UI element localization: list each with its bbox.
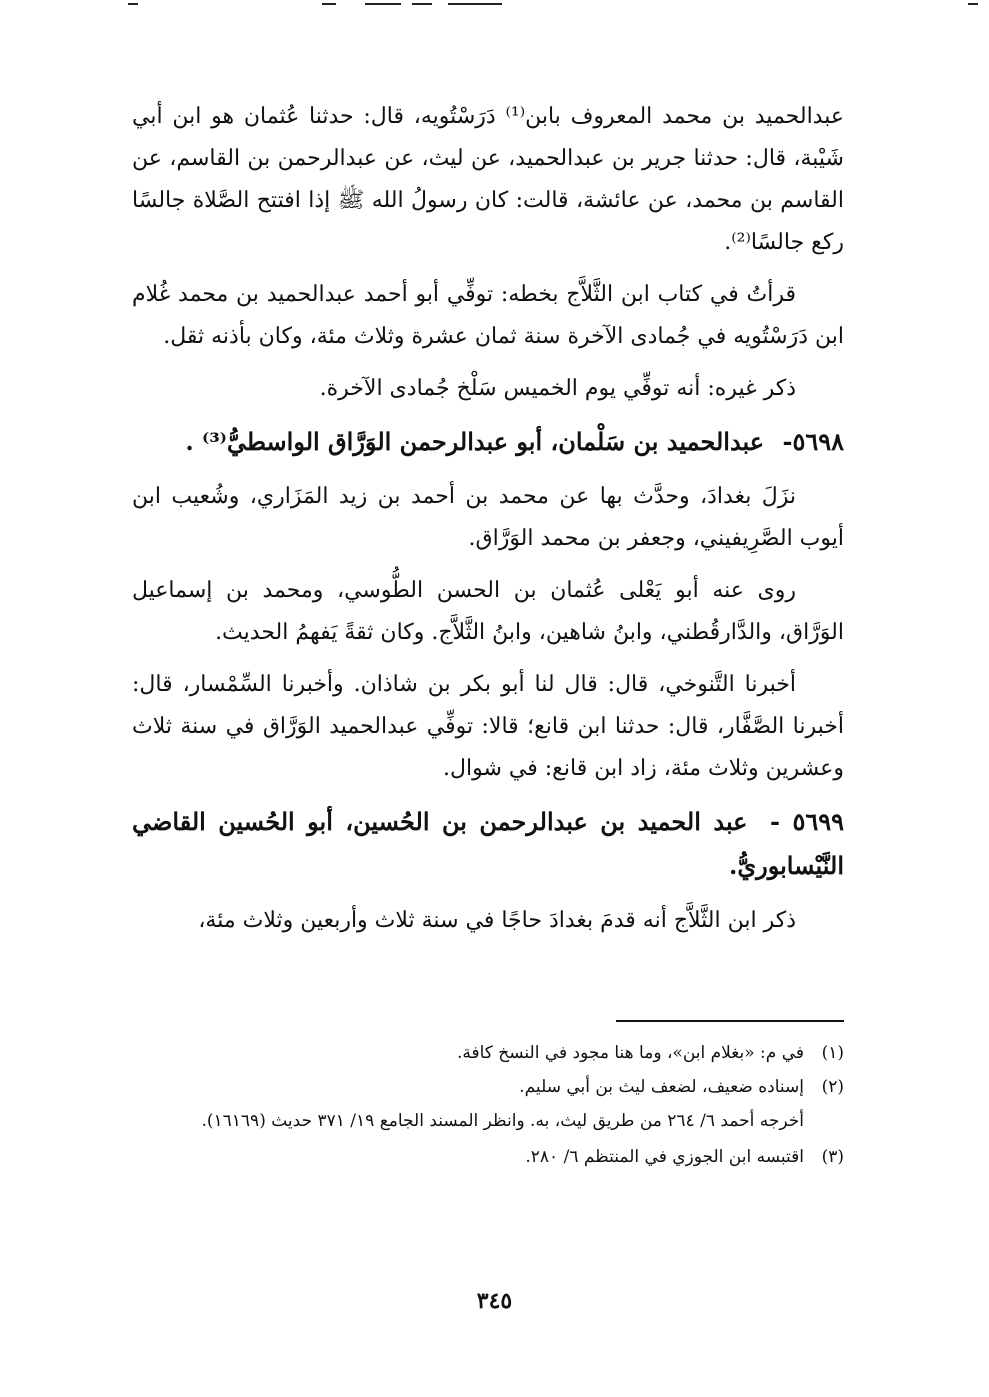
footnote-text: أخرجه أحمد ٦/ ٢٦٤ من طريق ليث، به. وانظر المسند الجامع ١٩/ ٣٧١ حديث (١٦١٦٩). bbox=[201, 1111, 804, 1131]
footnote-text: اقتبسه ابن الجوزي في المنتظم ٦/ ٢٨٠. bbox=[525, 1147, 804, 1167]
entry-number: ٥٦٩٨- bbox=[782, 427, 844, 456]
footnotes bbox=[132, 1038, 844, 1176]
entry-title: عبد الحميد بن عبدالرحمن بن الحُسين، أبو الحُسين القاضي النَّيْسابوريُّ. bbox=[132, 807, 844, 880]
main-text bbox=[132, 96, 844, 952]
top-scan-marks bbox=[0, 0, 989, 12]
entry-number: ٥٦٩٩ - bbox=[770, 807, 844, 836]
paragraph-death-note: قرأتُ في كتاب ابن الثَّلاَّج بخطه: توفِّي أبو أحمد عبدالحميد بن محمد غُلام ابن دَرَسْتُويه في جُمادى الآخرة سنة ثمان عشرة وثلاث مئة، وكان بأذنه ثقل. bbox=[132, 282, 844, 349]
paragraph-narrators: روى عنه أبو يَعْلى عُثمان بن الحسن الطُّوسي، ومحمد بن إسماعيل الوَرَّاق، والدَّارقُطني، وابنُ شاهين، وابنُ الثَّلاَّج. وكان ثقةً يَفهمُ الحديث. bbox=[132, 578, 844, 645]
footnote-number: (٣) bbox=[821, 1147, 844, 1167]
page-number: ٣٤٥ bbox=[476, 1288, 513, 1314]
footnote-text: في م: «بغلام ابن»، وما هنا مجود في النسخ كافة. bbox=[456, 1043, 804, 1063]
footnote-text: إسناده ضعيف، لضعف ليث بن أبي سليم. bbox=[519, 1077, 804, 1097]
footnote bbox=[132, 1072, 844, 1102]
footnote bbox=[132, 1038, 844, 1068]
paragraph-isnad: عبدالحميد بن محمد المعروف بابن⁽¹⁾ دَرَسْتُويه، قال: حدثنا عُثمان هو ابن أبي شَيْبة، قال: حدثنا جرير بن عبدالحميد، عن ليث، عن عبدالرحمن بن القاسم، عن القاسم بن محمد، عن عائشة، قالت: كان رسولُ الله ﷺ إذا افتتح الصَّلاة جالسًا ركع جالسًا⁽²⁾. bbox=[132, 104, 844, 255]
footnote-continuation bbox=[132, 1106, 844, 1136]
footnote-number: (١) bbox=[821, 1043, 844, 1063]
footnote-divider bbox=[616, 1020, 844, 1022]
paragraph-visit: ذكر ابن الثَّلاَّج أنه قدمَ بغدادَ حاجًا في سنة ثلاث وأربعين وثلاث مئة، bbox=[198, 908, 796, 933]
paragraph-death-report: أخبرنا التَّنوخي، قال: قال لنا أبو بكر بن شاذان. وأخبرنا السِّمْسار، قال: أخبرنا الصَّفَّار، قال: حدثنا ابن قانع؛ قالا: توفِّي عبدالحميد الوَرَّاق في سنة ثلاث وعشرين وثلاث مئة، زاد ابن قانع: في شوال. bbox=[132, 672, 844, 781]
paragraph-settled: نزَلَ بغدادَ، وحدَّث بها عن محمد بن أحمد بن زيد المَزَاري، وشُعيب ابن أيوب الصَّرِيفيني، وجعفر بن محمد الوَرَّاق. bbox=[132, 484, 844, 551]
entry-heading-5699 bbox=[132, 800, 844, 888]
entry-heading-5698 bbox=[132, 420, 844, 464]
paragraph-other-report: ذكر غيره: أنه توفِّي يوم الخميس سَلْخ جُمادى الآخرة. bbox=[319, 376, 796, 401]
footnote-number: (٢) bbox=[821, 1077, 844, 1097]
footnote bbox=[132, 1142, 844, 1172]
entry-title: عبدالحميد بن سَلْمان، أبو عبدالرحمن الوَرَّاق الواسطيُّ⁽³⁾ . bbox=[185, 427, 765, 456]
